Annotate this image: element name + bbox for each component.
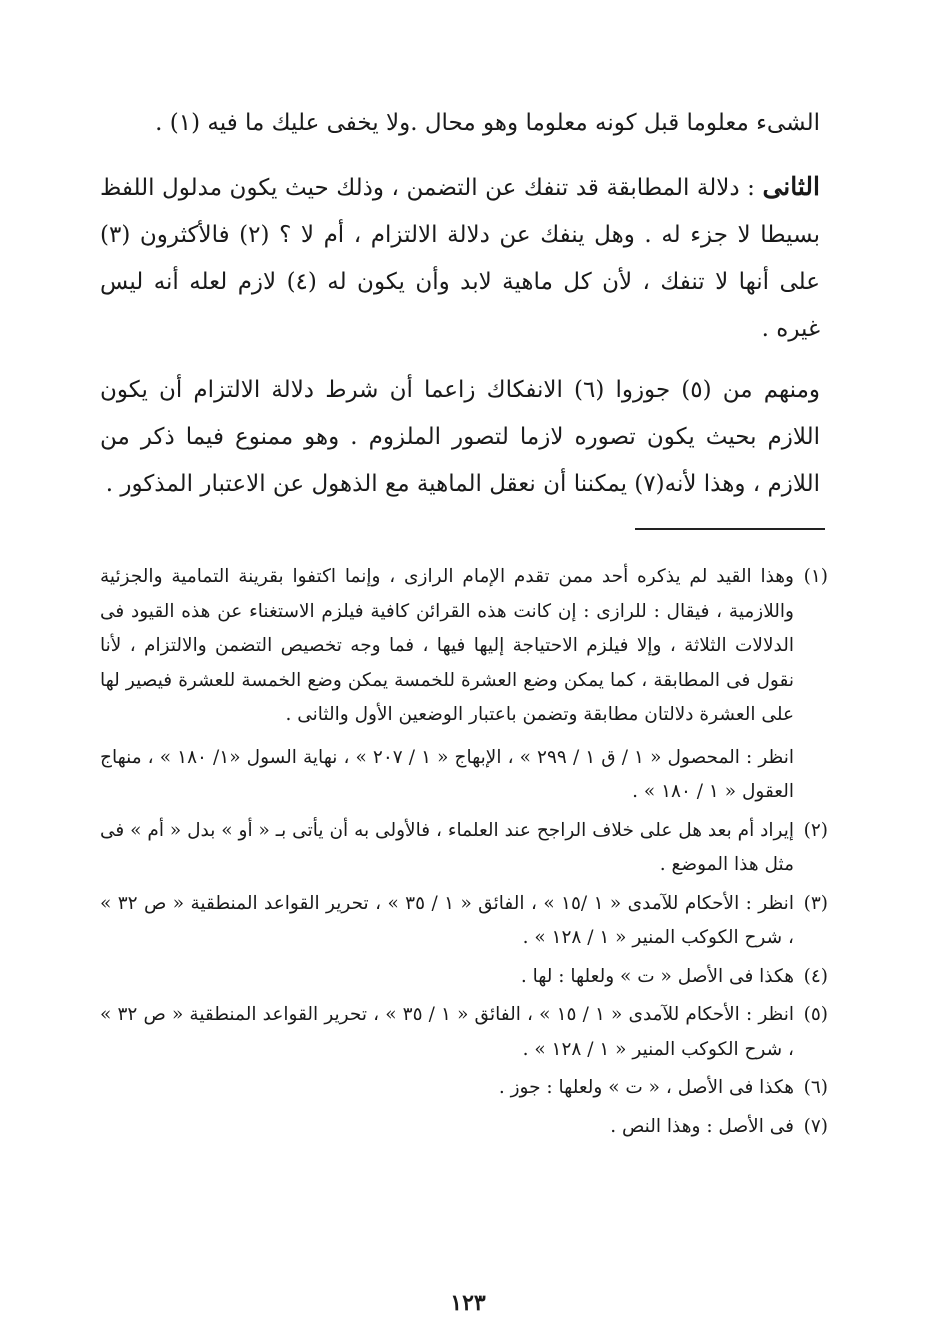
footnote-2 (100, 814, 828, 883)
footnote-2-text: إيراد أم بعد هل على خلاف الراجح عند العلماء ، فالأولى به أن يأتى بـ « أو » بدل « أم » فى مثل هذا الموضع . (100, 819, 794, 875)
main-text (100, 100, 820, 522)
footnote-4-number: (٤) (803, 965, 828, 987)
footnote-5 (100, 998, 828, 1067)
paragraph-2-body: : دلالة المطابقة قد تنفك عن التضمن ، وذلك حيث يكون مدلول اللفظ بسيطا لا جزء له . وهل ينفك عن دلالة الالتزام ، أم لا ؟ (٢) فالأكثرون (٣) على أنها لا تنفك ، لأن كل ماهية لابد وأن يكون له (٤) لازم لعله أنه ليس غيره . (100, 175, 820, 342)
footnote-7-text: فى الأصل : وهذا النص . (610, 1115, 794, 1137)
footnote-5-number: (٥) (803, 1004, 828, 1025)
footnote-1-number: (١) (803, 566, 828, 587)
footnotes (100, 560, 828, 1148)
footnote-2-number: (٢) (803, 819, 828, 841)
footnote-6 (100, 1071, 828, 1106)
footnote-3-text: انظر : الأحكام للآمدى « ١ /١٥ » ، الفائق « ١ / ٣٥ » ، تحرير القواعد المنطقية « ص ٣٢ » ، شرح الكوكب المنير « ١ / ١٢٨ » . (100, 892, 794, 948)
footnote-4-text: هكذا فى الأصل « ت » ولعلها : لها . (520, 965, 794, 987)
footnote-4 (100, 960, 828, 995)
footnote-separator (635, 528, 825, 530)
footnote-1-text: وهذا القيد لم يذكره أحد ممن تقدم الإمام الرازى ، وإنما اكتفوا بقرينة التمامية والجزئية واللازمية ، فيقال : للرازى : إن كانت هذه القرائن كافية فيلزم الاستغناء عن هذه القيود فى الدلالات الثلاثة ، وإلا فيلزم الاحتياجة إليها فيها ، فما وجه تخصيص التضمن والالتزام ، لأنا نقول فى المطابقة ، كما يمكن وضع العشرة للخمسة يمكن وضع الخمسة للعشرة فيصير لها على العشرة دلالتان مطابقة وتضمن باعتبار الوضعين الأول والثانى . (100, 566, 794, 725)
page-number: ١٢٣ (450, 1290, 486, 1316)
footnote-6-text: هكذا فى الأصل ، « ت » ولعلها : جوز . (498, 1077, 794, 1098)
paragraph-2 (100, 163, 820, 353)
paragraph-3: ومنهم من (٥) جوزوا (٦) الانفكاك زاعما أن شرط دلالة الالتزام أن يكون اللازم بحيث يكون تصوره لازما لتصور الملزوم . وهو ممنوع فيما ذكر من اللازم ، وهذا لأنه(٧) يمكننا أن نعقل الماهية مع الذهول عن الاعتبار المذكور . (100, 377, 820, 497)
footnote-3 (100, 887, 828, 956)
footnote-1 (100, 560, 828, 810)
footnote-7-number: (٧) (803, 1115, 828, 1137)
footnote-3-number: (٣) (803, 892, 828, 914)
footnote-1-references: انظر : المحصول « ١ / ق ١ / ٢٩٩ » ، الإبهاج « ١ / ٢٠٧ » ، نهاية السول «١/ ١٨٠ » ، منهاج العقول « ١ / ١٨٠ » . (100, 746, 794, 802)
paragraph-2-lead: الثانى (762, 172, 820, 201)
footnote-6-number: (٦) (803, 1077, 828, 1098)
footnote-5-text: انظر : الأحكام للآمدى « ١ / ١٥ » ، الفائق « ١ / ٣٥ » ، تحرير القواعد المنطقية « ص ٣٢ » ، شرح الكوكب المنير « ١ / ١٢٨ » . (100, 1004, 794, 1060)
paragraph-1: الشىء معلوما قبل كونه معلوما وهو محال .ولا يخفى عليك ما فيه (١) . (155, 110, 820, 136)
footnote-7 (100, 1110, 828, 1145)
